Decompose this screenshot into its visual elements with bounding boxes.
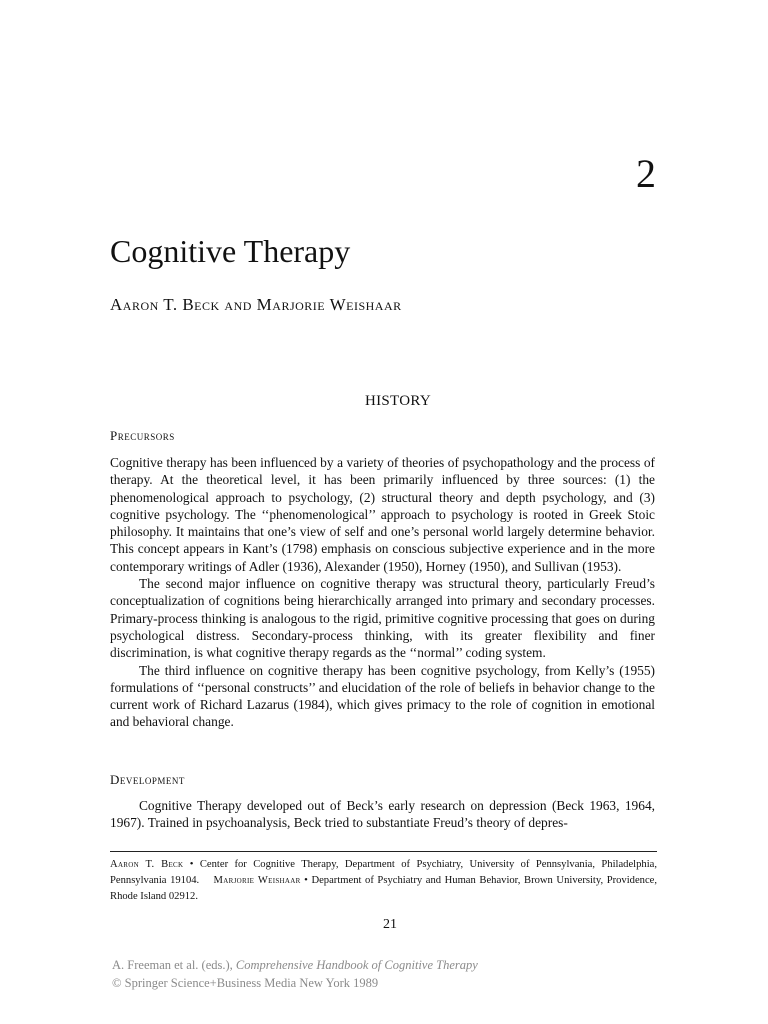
- citation-book-title: Comprehensive Handbook of Cognitive Therapy: [235, 958, 478, 972]
- paragraph: The second major influence on cognitive therapy was structural theory, particularly Freud’s conceptualization of cognitions being hierarchically arranged into primary and secondary processes. Primary-process thinking is analogous to the rigid, primitive cognitive processing that goes on during psychological distress. Secondary-process thinking, with its greater flexibility and finer discrimination, is what cognitive therapy regards as the ‘‘normal’’ coding system.: [110, 576, 655, 661]
- subheading-development: Development: [110, 772, 185, 787]
- development-body: [110, 797, 655, 832]
- citation-copyright: © Springer Science+Business Media New York 1989: [112, 976, 379, 990]
- paragraph: Cognitive Therapy developed out of Beck’s early research on depression (Beck 1963, 1964, 1967). Trained in psychoanalysis, Beck tried to substantiate Freud’s theory of depres-: [110, 798, 655, 831]
- paragraph: Cognitive therapy has been influenced by a variety of theories of psychopathology and the process of therapy. At the theoretical level, it has been primarily influenced by three sources: (1) the phenomenological approach to psychology, (2) structural theory and depth psychology, and (3) cognitive psychology. The ‘‘phenomenological’’ approach to psychology is rooted in Greek Stoic philosophy. It maintains that one’s view of self and one’s personal world largely determine behavior. This concept appears in Kant’s (1798) emphasis on conscious subjective experience and in the more contemporary writings of Adler (1936), Alexander (1950), Horney (1950), and Sullivan (1953).: [110, 455, 655, 574]
- footnote-author-2: Marjorie Weishaar: [213, 874, 301, 886]
- subheading-precursors: Precursors: [110, 428, 175, 443]
- citation-editors: A. Freeman et al. (eds.),: [112, 958, 236, 972]
- source-citation: [112, 956, 478, 992]
- footnote-affiliation-2: • Department of Psychiatry and Human Behavior, Brown University, Providence, Rhode Island 02912.: [110, 874, 658, 902]
- chapter-authors: Aaron T. Beck and Marjorie Weishaar: [110, 295, 402, 314]
- footnote-divider: [110, 851, 657, 852]
- precursors-body: [110, 454, 655, 731]
- footnote-author-1: Aaron T. Beck: [110, 859, 184, 870]
- citation-line-1: [112, 956, 478, 974]
- footnote-affiliation-1: • Center for Cognitive Therapy, Department of Psychiatry, University of Pennsylvania, Philadelphia, Pennsylvania 19104.: [110, 859, 657, 886]
- section-heading-history: HISTORY: [364, 393, 431, 409]
- page-number: 21: [383, 917, 397, 932]
- chapter-number: 2: [636, 151, 656, 196]
- chapter-title: Cognitive Therapy: [110, 233, 351, 269]
- paragraph: The third influence on cognitive therapy has been cognitive psychology, from Kelly’s (1955) formulations of ‘‘personal constructs’’ and elucidation of the role of beliefs in behavior change to the current work of Richard Lazarus (1984), which gives primacy to the role of cognition in emotional and behavioral change.: [110, 662, 655, 730]
- author-footnote: [110, 857, 657, 904]
